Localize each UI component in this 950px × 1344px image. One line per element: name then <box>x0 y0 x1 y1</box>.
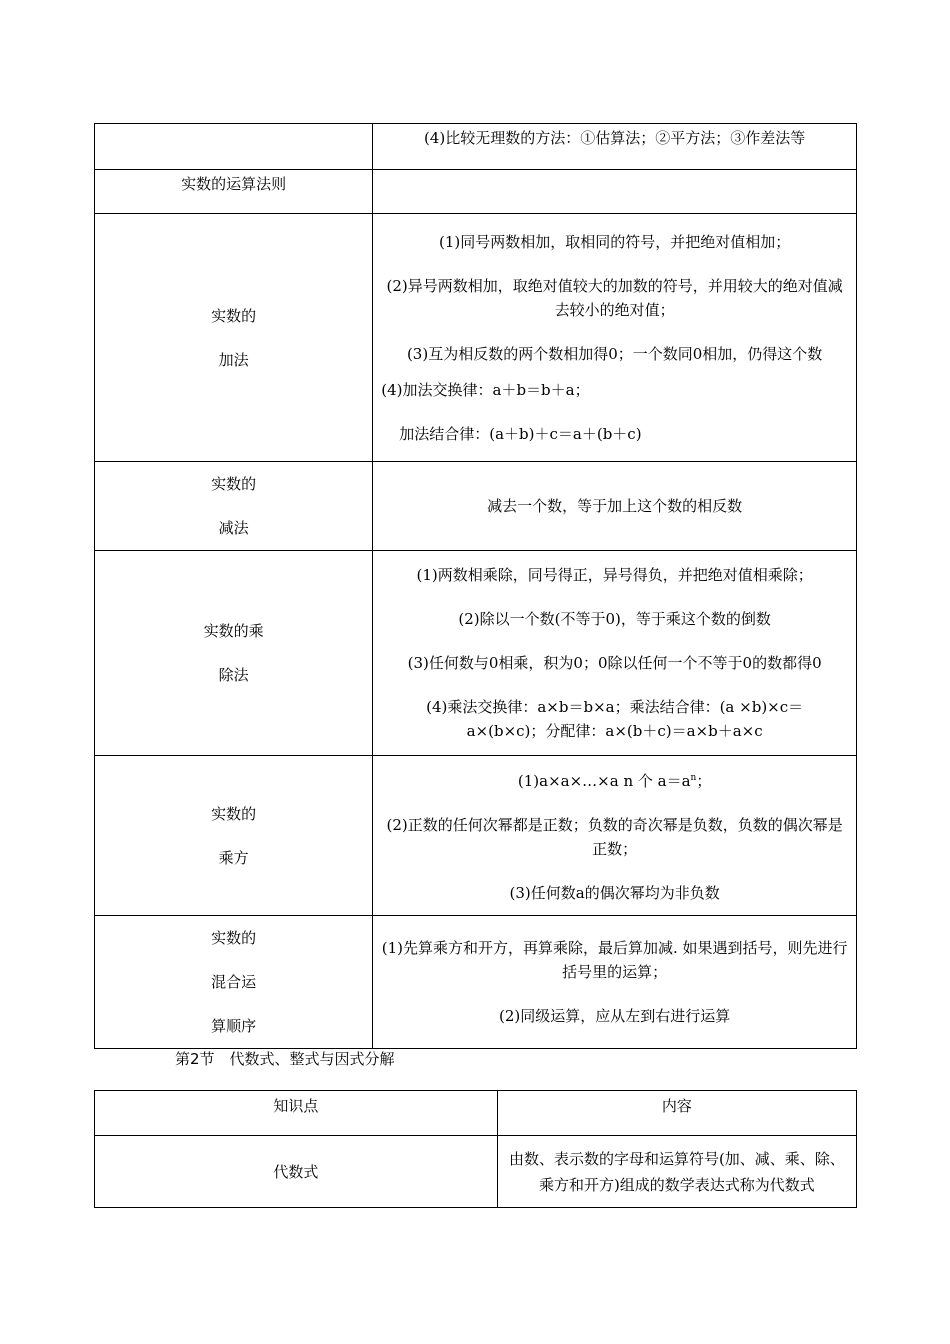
table-row <box>95 756 857 916</box>
row-label-addition <box>95 214 373 462</box>
table-cell <box>95 124 373 170</box>
rule-text: (2)异号两数相加，取绝对值较大的加数的符号，并用较大的绝对值减去较小的绝对值； <box>386 276 843 319</box>
label-line: 加法 <box>218 350 249 369</box>
real-number-operations-table <box>94 123 857 1049</box>
label-line: 除法 <box>218 666 249 684</box>
rule-text-main: (1)a×a×…×a n 个 a＝a <box>517 772 691 790</box>
table-row <box>95 170 857 214</box>
rule-text <box>379 766 850 793</box>
rule-text: (4)乘法交换律：a×b＝b×a；乘法结合律：(a ×b)×c＝a×(b×c)；分配律：a×(b＋c)＝a×b＋a×c <box>426 698 804 740</box>
label-line: 实数的 <box>211 929 257 947</box>
rule-text: (3)任何数与0相乘，积为0；0除以任何一个不等于0的数都得0 <box>407 654 822 672</box>
row-label-subtraction <box>95 462 373 551</box>
addition-rules <box>373 214 857 462</box>
operations-rules-heading: 实数的运算法则 <box>95 170 373 214</box>
section-title: 第2节 代数式、整式与因式分解 <box>175 1050 395 1068</box>
label-line: 减法 <box>218 519 249 537</box>
label-line: 混合运 <box>211 973 257 991</box>
table-row <box>95 1136 857 1208</box>
row-label-power <box>95 756 373 916</box>
rule-text: (1)先算乘方和开方，再算乘除，最后算加减. 如果遇到括号，则先进行括号里的运算； <box>381 939 848 981</box>
rule-text: 减去一个数，等于加上这个数的相反数 <box>487 497 743 515</box>
label-line: 实数的 <box>211 804 257 823</box>
rule-text: (1)同号两数相加，取相同的符号，并把绝对值相加； <box>439 232 791 251</box>
mixed-order-rules <box>373 916 857 1049</box>
table-row <box>95 462 857 551</box>
term-algebraic-expression: 代数式 <box>95 1136 498 1208</box>
rule-text: (4)加法交换律：a＋b＝b＋a； <box>381 380 590 399</box>
subtraction-rules <box>373 462 857 551</box>
rule-text: (2)同级运算，应从左到右进行运算 <box>499 1007 731 1025</box>
rule-text: (3)互为相反数的两个数相加得0；一个数同0相加，仍得这个数 <box>406 344 823 363</box>
rule-text: (2)正数的任何次幂都是正数；负数的奇次幂是负数，负数的偶次幂是正数； <box>386 816 843 858</box>
table-row <box>95 214 857 462</box>
definition-algebraic-expression: 由数、表示数的字母和运算符号(加、减、乘、除、乘方和开方)组成的数学表达式称为代数式 <box>497 1136 856 1208</box>
table-row <box>95 916 857 1049</box>
table-row <box>95 551 857 756</box>
label-line: 实数的乘 <box>203 622 264 640</box>
table-row <box>95 124 857 170</box>
power-rules <box>373 756 857 916</box>
multiplication-division-rules <box>373 551 857 756</box>
label-line: 乘方 <box>218 848 249 867</box>
row-label-multiplication-division <box>95 551 373 756</box>
label-line: 算顺序 <box>211 1017 257 1035</box>
label-line: 实数的 <box>211 475 257 493</box>
table-cell <box>373 170 857 214</box>
header-knowledge-point: 知识点 <box>95 1091 498 1136</box>
row-label-mixed-order <box>95 916 373 1049</box>
algebraic-expression-table <box>94 1090 857 1208</box>
label-line: 实数的 <box>211 306 257 325</box>
table-cell: (4)比较无理数的方法：①估算法；②平方法；③作差法等 <box>373 124 857 170</box>
rule-text: (3)任何数a的偶次幂均为非负数 <box>509 884 720 902</box>
rule-text: (2)除以一个数(不等于0)，等于乘这个数的倒数 <box>458 610 771 628</box>
rule-text-end: ； <box>696 772 712 790</box>
rule-text: 加法结合律：(a＋b)＋c＝a＋(b＋c) <box>399 424 642 443</box>
exponent: n <box>690 773 697 783</box>
header-content: 内容 <box>497 1091 856 1136</box>
table-header-row <box>95 1091 857 1136</box>
rule-text: (1)两数相乘除，同号得正，异号得负，并把绝对值相乘除； <box>416 566 813 584</box>
